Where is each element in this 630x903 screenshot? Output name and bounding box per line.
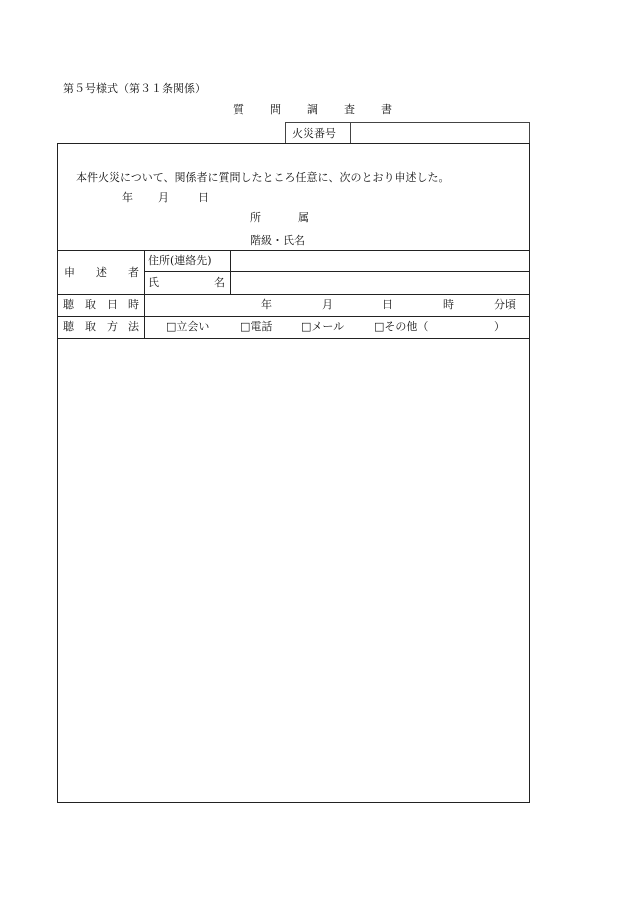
name-label-char: 名 xyxy=(214,276,225,289)
title-char: 調 xyxy=(307,103,318,116)
title-char: 質 xyxy=(233,103,244,116)
option-in-person-checkbox[interactable]: □立会い xyxy=(166,320,210,333)
fire-number-label: 火災番号 xyxy=(292,127,336,140)
hearing-datetime-label-char: 時 xyxy=(128,298,139,311)
datetime-hour: 時 xyxy=(443,298,454,311)
hearing-datetime-label-char: 聴 xyxy=(63,298,74,311)
statement-content-area[interactable] xyxy=(58,339,529,801)
address-field[interactable] xyxy=(231,251,529,271)
divider xyxy=(144,250,145,338)
datetime-month: 月 xyxy=(322,298,333,311)
hearing-method-label-char: 聴 xyxy=(63,320,74,333)
option-other-checkbox[interactable]: □その他（ xyxy=(374,320,429,333)
divider xyxy=(57,316,530,317)
form-number: 第５号様式（第３１条関係） xyxy=(63,82,206,95)
hearing-method-label-char: 方 xyxy=(107,320,118,333)
affiliation-label-1: 所 xyxy=(250,211,261,224)
declarant-label-char: 者 xyxy=(128,266,139,279)
datetime-day: 日 xyxy=(382,298,393,311)
option-email-checkbox[interactable]: □メール xyxy=(301,320,345,333)
title-char: 書 xyxy=(381,103,392,116)
date-month: 月 xyxy=(158,191,169,204)
fire-number-field[interactable] xyxy=(350,122,530,144)
hearing-datetime-label-char: 日 xyxy=(107,298,118,311)
option-phone-checkbox[interactable]: □電話 xyxy=(240,320,273,333)
affiliation-label-2: 属 xyxy=(298,211,309,224)
datetime-minute: 分頃 xyxy=(494,298,516,311)
hearing-method-label-char: 法 xyxy=(128,320,139,333)
hearing-datetime-label-char: 取 xyxy=(85,298,96,311)
date-day: 日 xyxy=(198,191,209,204)
declarant-label-char: 述 xyxy=(96,266,107,279)
other-close-paren: ） xyxy=(494,320,505,333)
title-char: 問 xyxy=(270,103,281,116)
declarant-label-char: 申 xyxy=(64,266,75,279)
hearing-method-label-char: 取 xyxy=(85,320,96,333)
name-label-char: 氏 xyxy=(148,276,159,289)
title-char: 査 xyxy=(344,103,355,116)
date-year: 年 xyxy=(122,191,133,204)
fire-number-label-cell xyxy=(285,122,351,144)
statement-text: 本件火災について、関係者に質問したところ任意に、次のとおり申述した。 xyxy=(76,171,450,184)
address-label: 住所(連絡先) xyxy=(148,254,212,267)
datetime-year: 年 xyxy=(261,298,272,311)
name-field[interactable] xyxy=(231,272,529,294)
divider xyxy=(57,294,530,295)
rank-name-label: 階級・氏名 xyxy=(250,234,305,247)
